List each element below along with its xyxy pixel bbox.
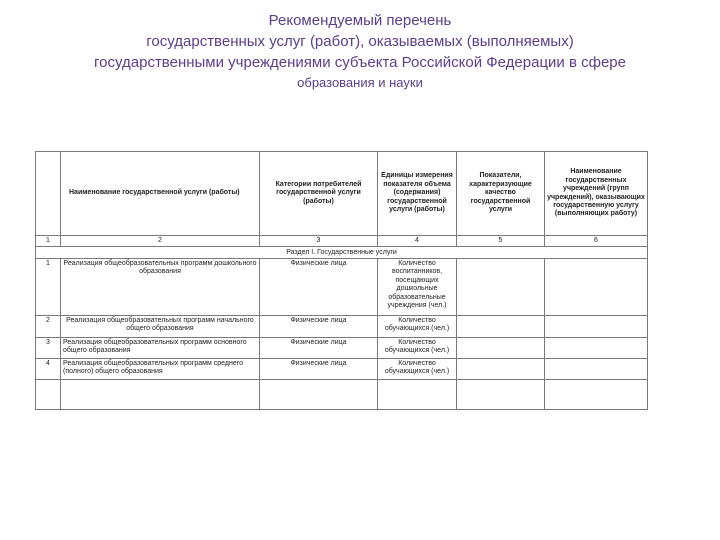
row-quality	[457, 316, 545, 338]
header-measure-unit: Единицы измерения показателя объема (содержания) государственной услуги (работы)	[378, 152, 457, 236]
column-number: 5	[457, 236, 545, 247]
row-quality	[457, 259, 545, 316]
row-consumers: Физические лица	[260, 359, 378, 380]
table-row	[36, 338, 648, 359]
row-unit: Количество обучающихся (чел.)	[378, 338, 457, 359]
row-unit: Количество обучающихся (чел.)	[378, 359, 457, 380]
row-quality	[457, 359, 545, 380]
row-consumers: Физические лица	[260, 316, 378, 338]
header-institutions: Наименование государственных учреждений (групп учреждений), оказывающих государственную услугу (выполняющих работу)	[545, 152, 648, 236]
row-institutions	[545, 316, 648, 338]
table-row-empty	[36, 380, 648, 410]
table-row	[36, 316, 648, 338]
row-quality	[457, 338, 545, 359]
table-row	[36, 359, 648, 380]
row-institutions	[545, 359, 648, 380]
empty-cell	[545, 380, 648, 410]
row-service: Реализация общеобразовательных программ начального общего образования	[61, 316, 260, 338]
empty-cell	[260, 380, 378, 410]
title-line-3: государственными учреждениями субъекта Российской Федерации в сфере	[94, 54, 626, 71]
header-consumer-category: Категории потребителей государственной услуги (работы)	[260, 152, 378, 236]
column-number: 3	[260, 236, 378, 247]
header-service-name: Наименование государственной услуги (работы)	[61, 152, 260, 236]
section-row	[36, 247, 648, 259]
column-number: 6	[545, 236, 648, 247]
column-number-row	[36, 236, 648, 247]
title-line-2: государственных услуг (работ), оказываемых (выполняемых)	[146, 33, 574, 50]
row-number: 2	[36, 316, 61, 338]
table-header-row	[36, 152, 648, 236]
row-service: Реализация общеобразовательных программ дошкольного образования	[61, 259, 260, 316]
section-title: Раздел I. Государственные услуги	[36, 247, 648, 259]
empty-cell	[378, 380, 457, 410]
row-consumers: Физические лица	[260, 338, 378, 359]
title-line-4: образования и науки	[297, 75, 423, 90]
header-number	[36, 152, 61, 236]
column-number: 1	[36, 236, 61, 247]
row-number: 4	[36, 359, 61, 380]
row-service: Реализация общеобразовательных программ основного общего образования	[61, 338, 260, 359]
column-number: 2	[61, 236, 260, 247]
empty-cell	[61, 380, 260, 410]
row-number: 1	[36, 259, 61, 316]
header-quality-indicators: Показатели, характеризующие качество государственной услуги	[457, 152, 545, 236]
row-consumers: Физические лица	[260, 259, 378, 316]
row-institutions	[545, 338, 648, 359]
services-table	[35, 151, 648, 410]
row-service: Реализация общеобразовательных программ среднего (полного) общего образования	[61, 359, 260, 380]
column-number: 4	[378, 236, 457, 247]
row-number: 3	[36, 338, 61, 359]
page-title	[0, 10, 720, 92]
table-row	[36, 259, 648, 316]
empty-cell	[457, 380, 545, 410]
row-unit: Количество воспитанников, посещающих дошкольные образовательные учреждения (чел.)	[378, 259, 457, 316]
row-institutions	[545, 259, 648, 316]
title-line-1: Рекомендуемый перечень	[268, 12, 452, 29]
empty-cell	[36, 380, 61, 410]
row-unit: Количество обучающихся (чел.)	[378, 316, 457, 338]
